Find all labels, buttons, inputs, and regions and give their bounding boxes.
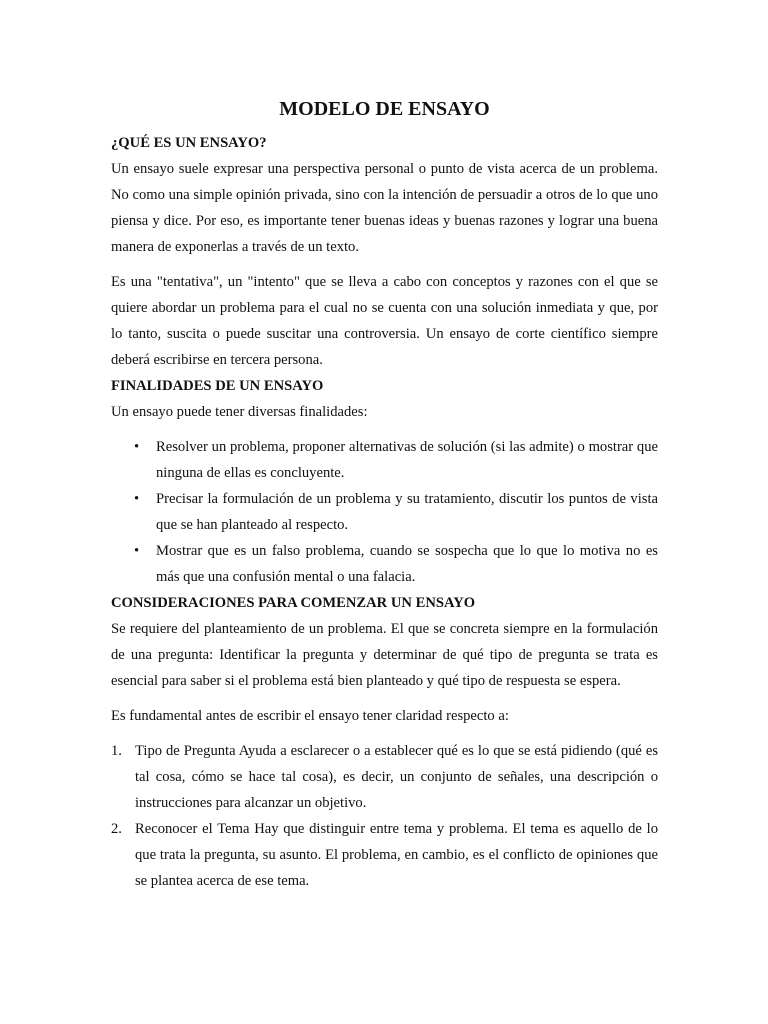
list-item: 2. Reconocer el Tema Hay que distinguir entre tema y problema. El tema es aquello de lo que trata la pregunta, su asunto. El problema, en cambio, es el conflicto de opiniones que se plantea acerca de ese tema. [135,816,658,894]
bullet-icon: • [134,543,140,559]
bullet-icon: • [134,491,140,507]
list-item: 1. Tipo de Pregunta Ayuda a esclarecer o a establecer qué es lo que se está pidiendo (qué es tal cosa, cómo se hace tal cosa), es decir, un conjunto de señales, una descripción o instrucciones para alcanzar un objetivo. [135,738,658,816]
section-heading-que-es: ¿QUÉ ES UN ENSAYO? [111,135,267,151]
list-number: 1. [111,743,122,759]
section-heading-finalidades: FINALIDADES DE UN ENSAYO [111,378,324,394]
list-number: 2. [111,821,122,837]
consideraciones-list [111,738,658,894]
finalidades-list [111,434,658,590]
list-item: • Resolver un problema, proponer alternativas de solución (si las admite) o mostrar que ninguna de ellas es concluyente. [156,434,658,486]
document-title: MODELO DE ENSAYO [279,98,490,120]
paragraph-finalidades-intro: Un ensayo puede tener diversas finalidades: [111,404,368,420]
section-heading-consideraciones: CONSIDERACIONES PARA COMENZAR UN ENSAYO [111,595,476,611]
paragraph-planteamiento: Se requiere del planteamiento de un problema. El que se concreta siempre en la formulación de una pregunta: Identificar la pregunta y determinar de qué tipo de pregunta se trata es esencial para saber si el problema está bien planteado y qué tipo de respuesta se espera. [111,621,658,689]
paragraph-tentativa: Es una "tentativa", un "intento" que se lleva a cabo con conceptos y razones con el que se quiere abordar un problema para el cual no se cuenta con una solución inmediata y que, por lo tanto, suscita o puede suscitar una controversia. Un ensayo de corte científico siempre deberá escribirse en tercera persona. [111,274,658,368]
list-item: • Mostrar que es un falso problema, cuando se sospecha que lo que lo motiva no es más que una confusión mental o una falacia. [156,538,658,590]
paragraph-definicion: Un ensayo suele expresar una perspectiva personal o punto de vista acerca de un problema. No como una simple opinión privada, sino con la intención de persuadir a otros de lo que uno piensa y dice. Por eso, es importante tener buenas ideas y buenas razones y lograr una buena manera de exponerlas a través de un texto. [111,161,658,255]
list-item: • Precisar la formulación de un problema y su tratamiento, discutir los puntos de vista que se han planteado al respecto. [156,486,658,538]
paragraph-claridad: Es fundamental antes de escribir el ensayo tener claridad respecto a: [111,708,509,724]
bullet-icon: • [134,439,140,455]
